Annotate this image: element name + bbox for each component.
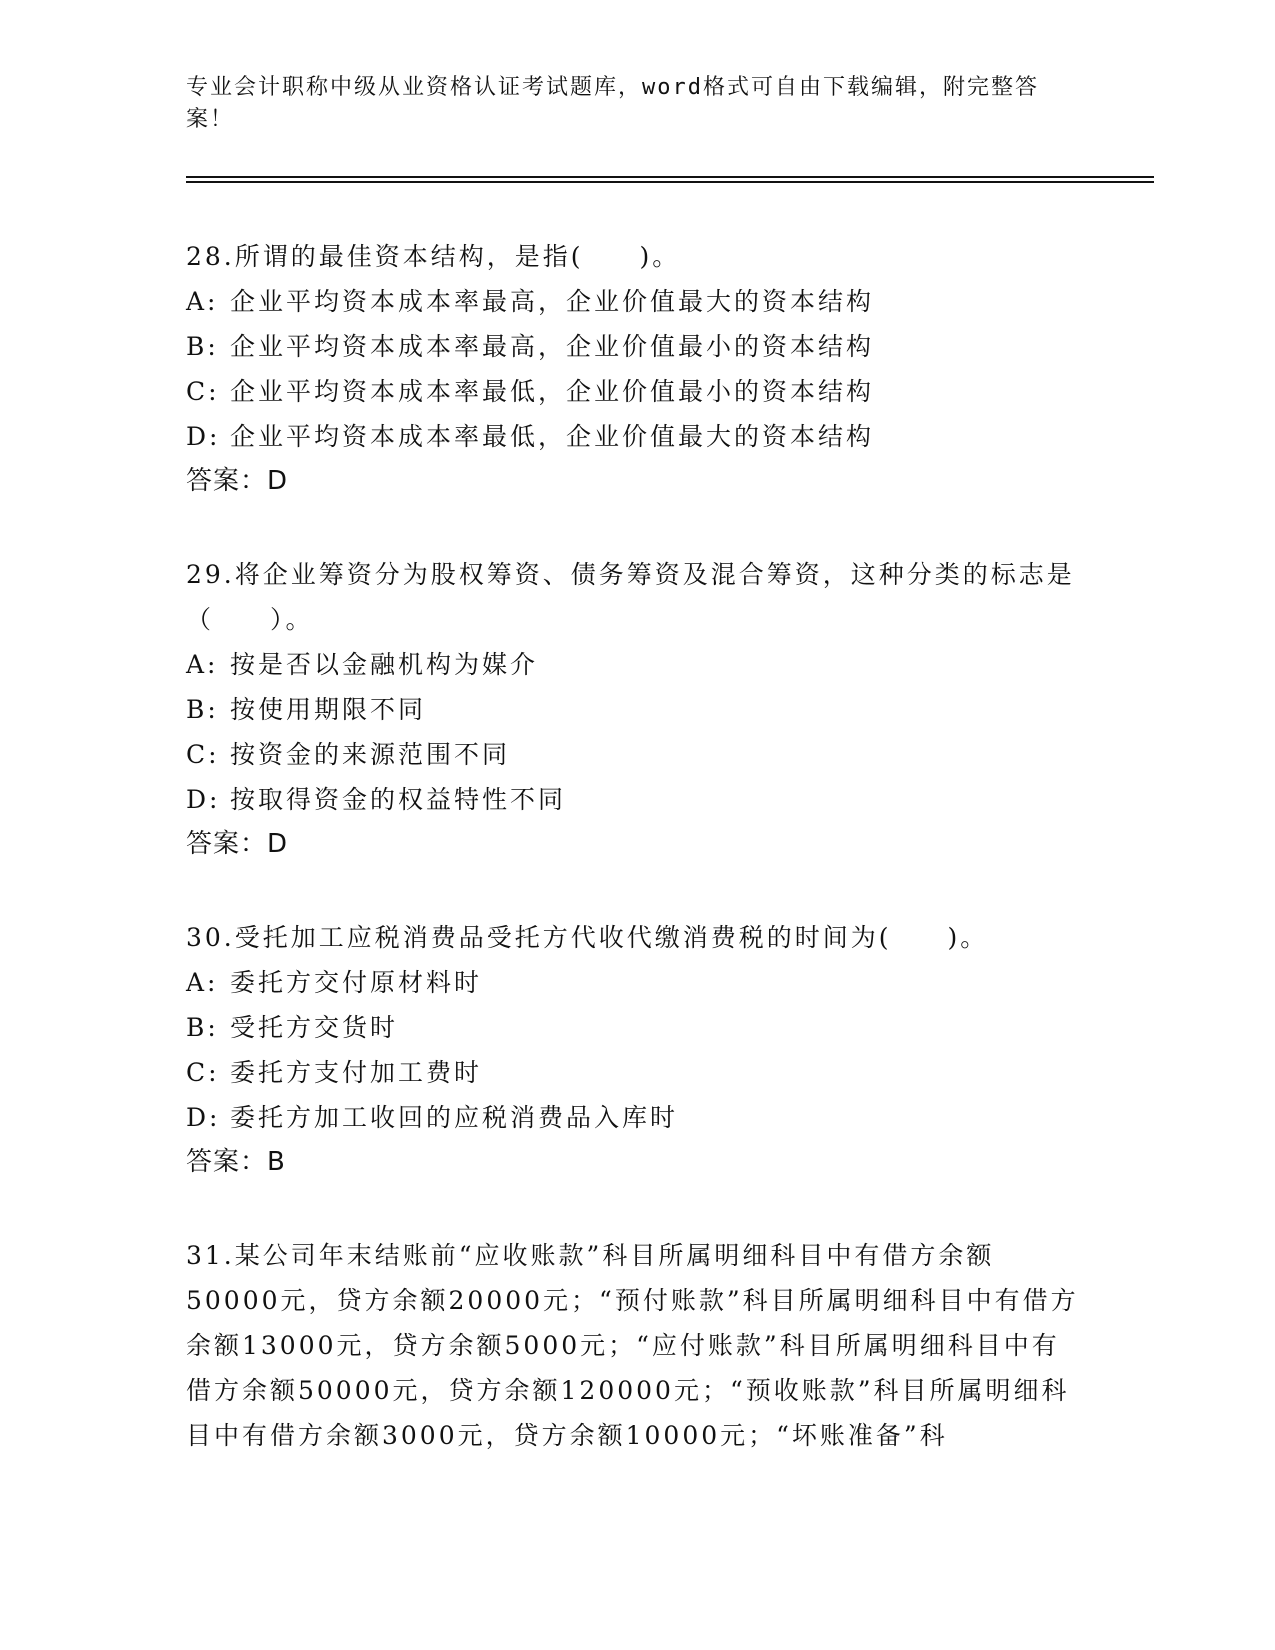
- answer-line: 答案：D: [186, 829, 289, 859]
- option-key: D:: [186, 785, 221, 814]
- header-divider-top: [186, 176, 1154, 178]
- question-stem: 30.受托加工应税消费品受托方代收代缴消费税的时间为( )。: [186, 923, 989, 952]
- page-header: 专业会计职称中级从业资格认证考试题库，word格式可自由下载编辑，附完整答案！: [186, 75, 1039, 132]
- option-text: 受托方交货时: [230, 1013, 399, 1042]
- header-divider-bottom: [186, 181, 1154, 183]
- option-b: [186, 324, 1086, 369]
- question-30: [186, 915, 1086, 1185]
- option-text: 委托方支付加工费时: [230, 1058, 483, 1087]
- question-28: [186, 234, 1086, 504]
- option-key: B:: [186, 1013, 219, 1042]
- option-b: [186, 1005, 1086, 1050]
- option-d: [186, 777, 1086, 822]
- option-key: A:: [186, 287, 219, 316]
- option-text: 委托方加工收回的应税消费品入库时: [230, 1103, 679, 1132]
- option-key: C:: [186, 1058, 220, 1087]
- option-b: [186, 687, 1086, 732]
- option-key: B:: [186, 695, 219, 724]
- answer-line: 答案：B: [186, 1147, 286, 1177]
- option-text: 企业平均资本成本率最低，企业价值最大的资本结构: [230, 422, 875, 451]
- option-key: C:: [186, 377, 220, 406]
- option-key: D:: [186, 1103, 221, 1132]
- option-text: 按是否以金融机构为媒介: [230, 650, 539, 679]
- option-text: 企业平均资本成本率最高，企业价值最大的资本结构: [230, 287, 875, 316]
- question-stem: 31.某公司年末结账前“应收账款”科目所属明细科目中有借方余额50000元，贷方余额20000元；“预付账款”科目所属明细科目中有借方余额13000元，贷方余额5000元；“应付账款”科目所属明细科目中有借方余额50000元，贷方余额120000元；“预收账款”科目所属明细科目中有借方余额3000元，贷方余额10000元；“坏账准备”科: [186, 1241, 1079, 1450]
- option-key: A:: [186, 968, 219, 997]
- option-text: 委托方交付原材料时: [230, 968, 483, 997]
- option-c: [186, 1050, 1086, 1095]
- option-a: [186, 642, 1086, 687]
- answer-line: 答案：D: [186, 466, 289, 496]
- option-d: [186, 1095, 1086, 1140]
- option-text: 按资金的来源范围不同: [230, 740, 511, 769]
- question-29: [186, 552, 1086, 867]
- option-key: A:: [186, 650, 219, 679]
- question-stem: 28.所谓的最佳资本结构，是指( )。: [186, 242, 681, 271]
- option-a: [186, 960, 1086, 1005]
- option-key: D:: [186, 422, 221, 451]
- option-c: [186, 369, 1086, 414]
- option-text: 企业平均资本成本率最低，企业价值最小的资本结构: [230, 377, 875, 406]
- option-a: [186, 279, 1086, 324]
- question-stem: 29.将企业筹资分为股权筹资、债务筹资及混合筹资，这种分类的标志是（ ）。: [186, 560, 1075, 634]
- option-text: 企业平均资本成本率最高，企业价值最小的资本结构: [230, 332, 875, 361]
- option-d: [186, 414, 1086, 459]
- option-key: B:: [186, 332, 219, 361]
- option-key: C:: [186, 740, 220, 769]
- option-c: [186, 732, 1086, 777]
- question-31: [186, 1233, 1086, 1458]
- option-text: 按取得资金的权益特性不同: [230, 785, 567, 814]
- option-text: 按使用期限不同: [230, 695, 427, 724]
